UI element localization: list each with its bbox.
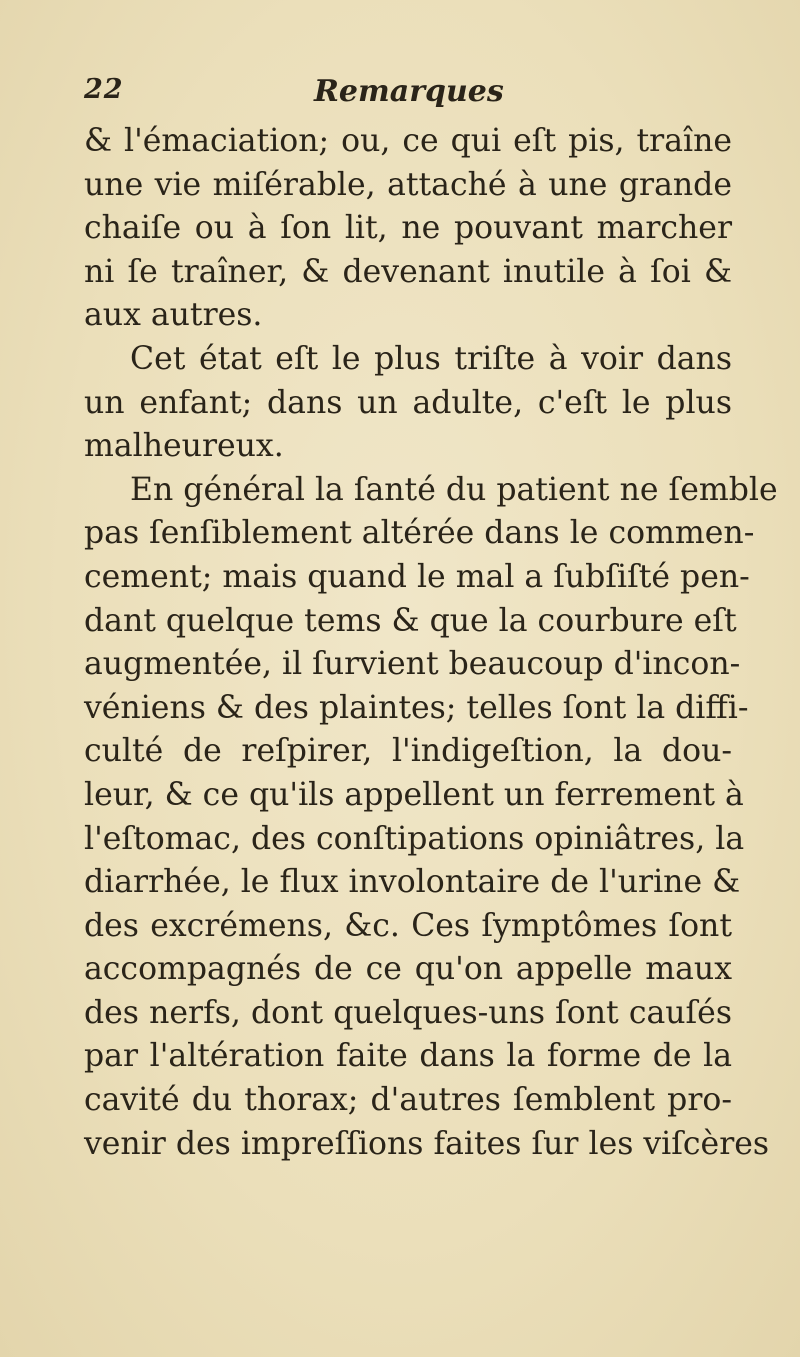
text-line: par l'altération faite dans la forme de la [84,1038,732,1075]
text-line: accompagnés de ce qu'on appelle maux [84,951,732,988]
page-number: 22 [84,74,124,105]
text-line: diarrhée, le flux involontaire de l'urine & [84,864,741,901]
body-text [84,120,778,1166]
text-line: Cet état eſt le plus triſte à voir dans [130,340,732,377]
page-header [84,74,724,114]
text-line: cavité du thorax; d'autres ſemblent pro- [84,1082,732,1119]
text-line: aux autres. [84,297,263,334]
text-line: & l'émaciation; ou, ce qui eſt pis, traîne [84,123,732,159]
text-line: une vie miſérable, attaché à une grande [84,166,732,203]
text-line: malheureux. [84,428,284,465]
running-head: Remarques [314,74,504,109]
text-line: chaiſe ou à ſon lit, ne pouvant marcher [84,210,732,247]
text-line: ni ſe traîner, & devenant inutile à ſoi & [84,253,732,290]
text-line: augmentée, il ſurvient beaucoup d'incon- [84,646,741,683]
text-line: leur, & ce qu'ils appellent un ferrement à [84,776,744,813]
text-line: pas ſenſiblement altérée dans le commen- [84,515,755,552]
text-line: cement; mais quand le mal a ſubſiſté pen- [84,558,750,595]
text-line: un enfant; dans un adulte, c'eſt le plus [84,384,732,421]
text-line: l'eſtomac, des conſtipations opiniâtres, la [84,820,745,857]
text-line: venir des impreſſions faites ſur les viſcères [84,1125,770,1162]
text-line: culté de reſpirer, l'indigeſtion, la dou- [84,733,732,770]
text-line: des excrémens, &c. Ces ſymptômes ſont [84,907,732,944]
text-line: véniens & des plaintes; telles ſont la diffi- [84,689,749,726]
text-line: des nerfs, dont quelques-uns ſont cauſés [84,994,732,1031]
text-line: dant quelque tems & que la courbure eſt [84,602,737,639]
text-line: En général la ſanté du patient ne ſemble [130,471,778,508]
